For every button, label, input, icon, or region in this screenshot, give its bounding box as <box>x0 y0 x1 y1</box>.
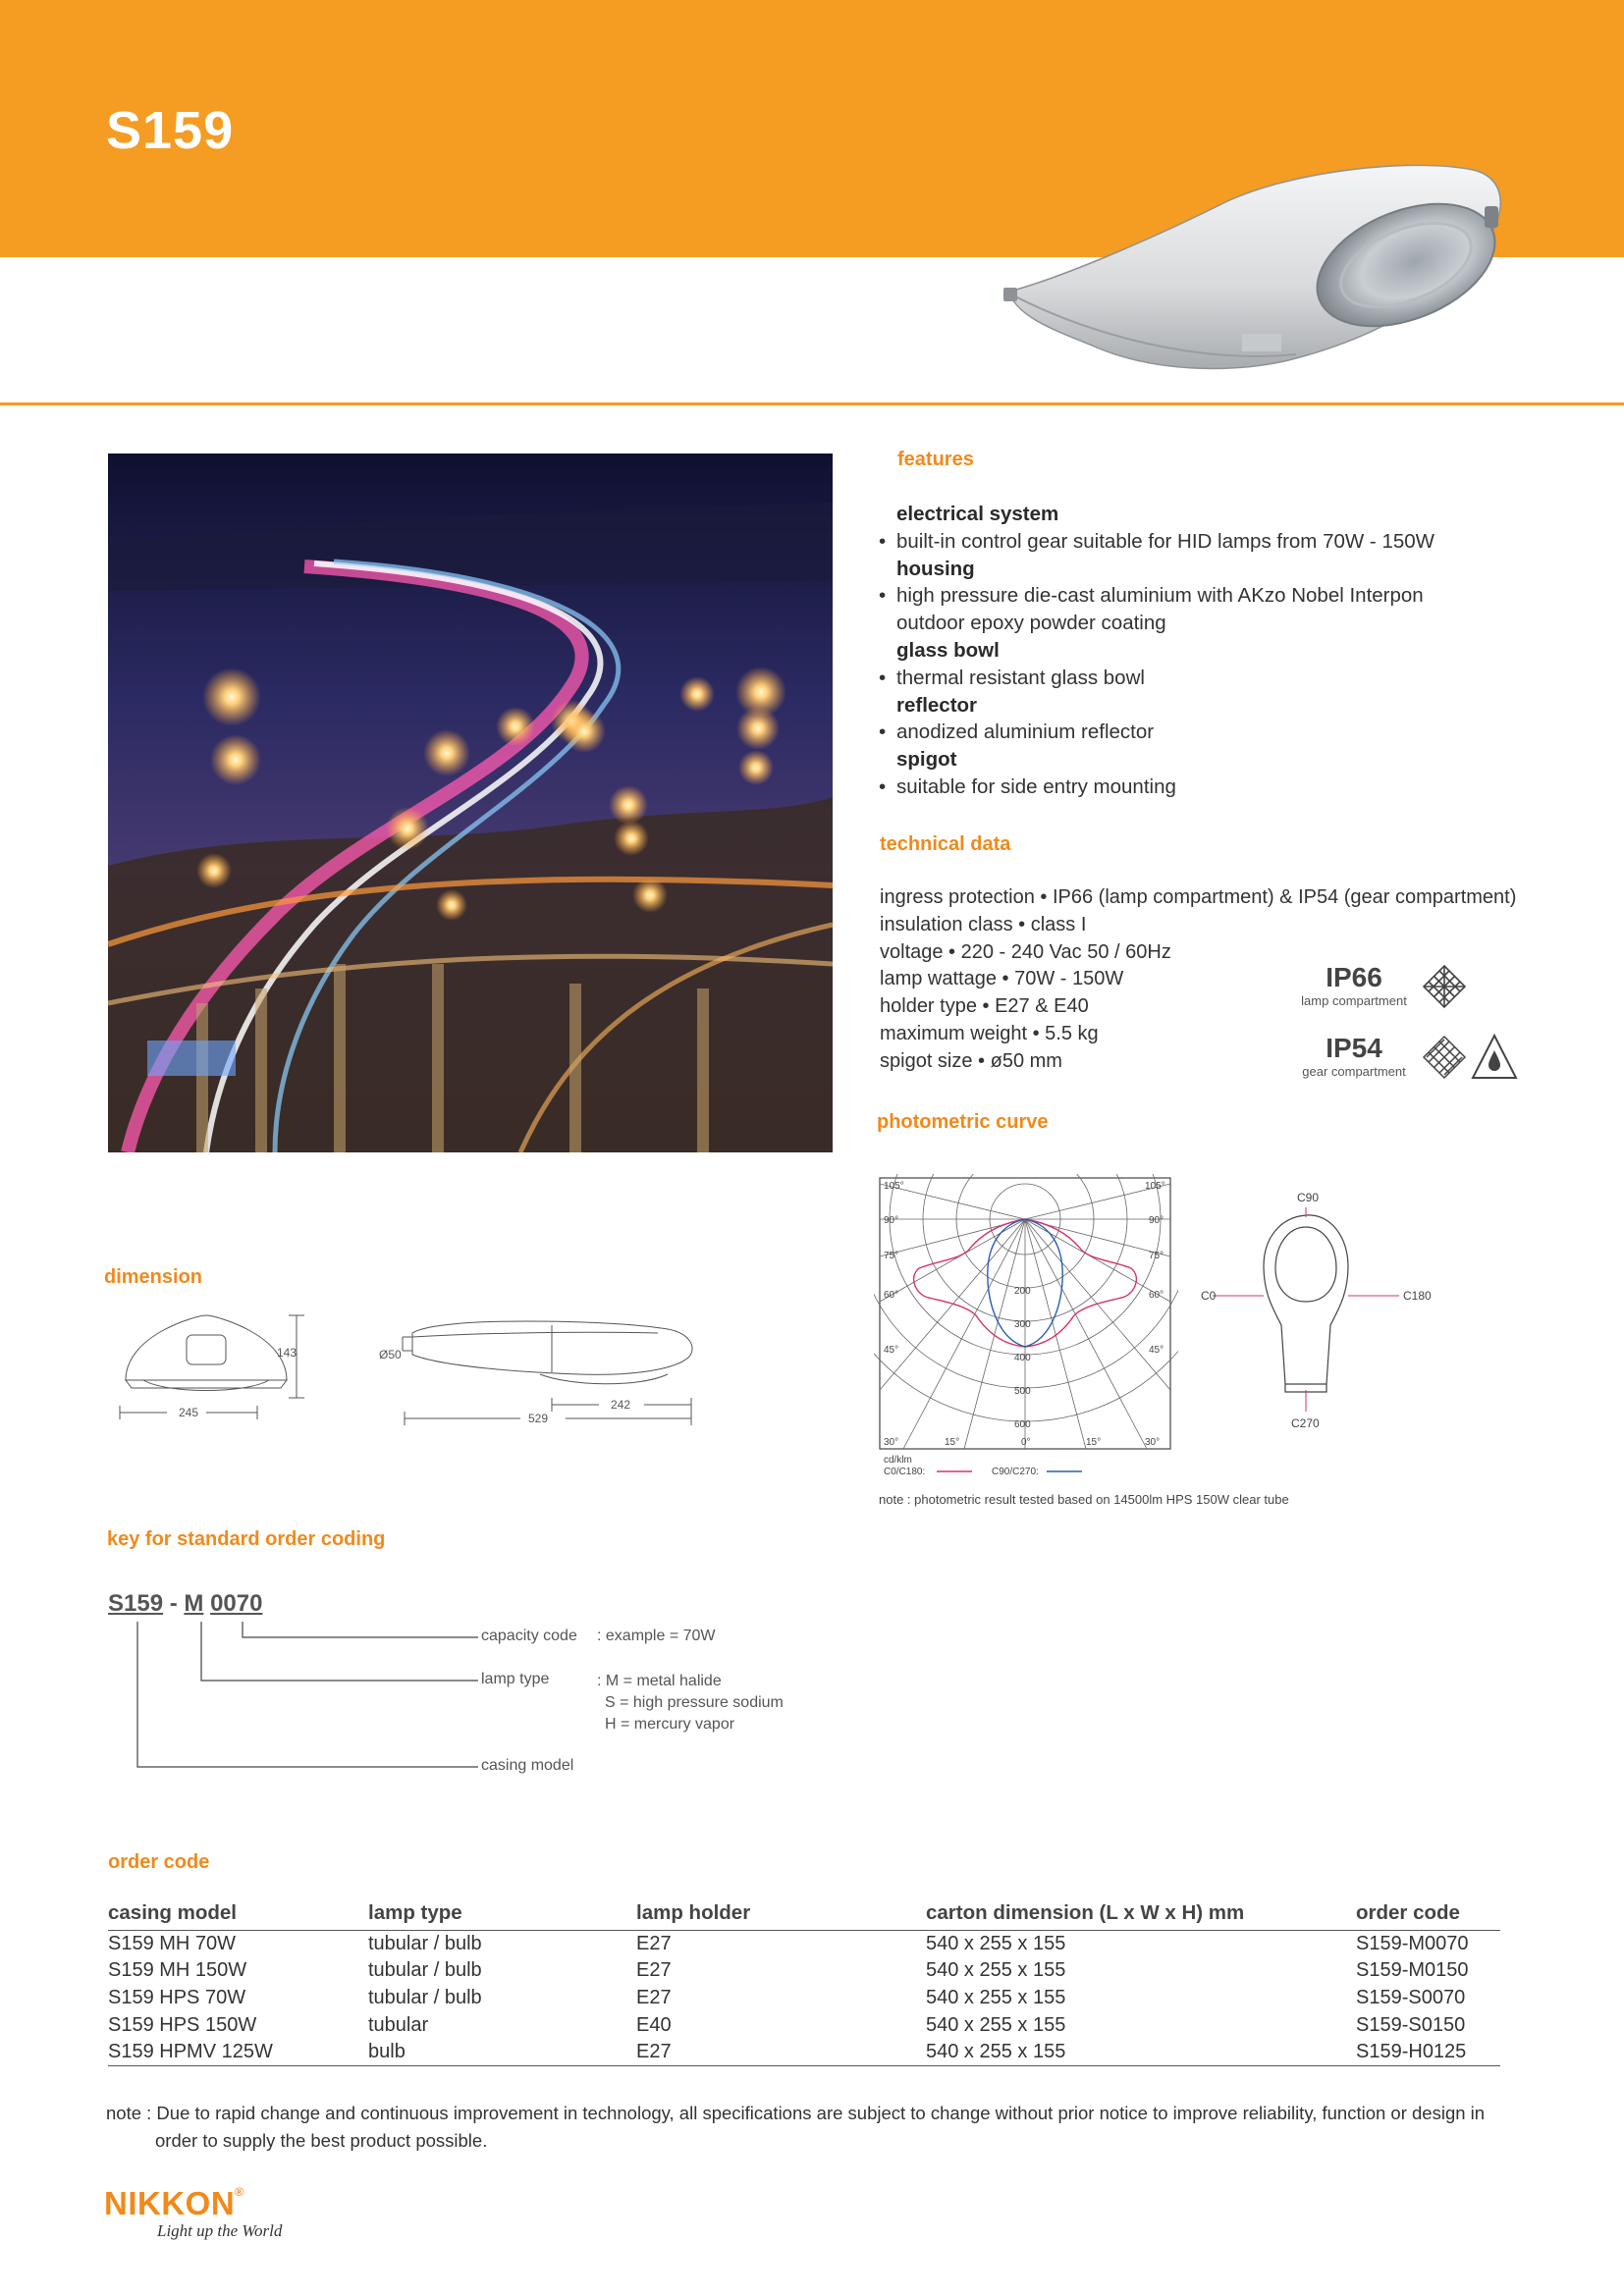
feature-item: • suitable for side entry mounting <box>877 774 1564 801</box>
dimension-drawings <box>108 1296 736 1443</box>
table-row <box>108 1930 1500 1957</box>
cell-casing-model: S159 HPS 70W <box>108 1986 246 2008</box>
col-casing-model: casing model <box>108 1900 368 1930</box>
lamp-type-label: lamp type <box>481 1671 550 1687</box>
angle-label: 0° <box>1021 1437 1031 1448</box>
brand-logo <box>104 2185 244 2222</box>
feature-item: • anodized aluminium reflector <box>877 719 1564 746</box>
lamp-type-value: : M = metal halide <box>597 1673 722 1689</box>
hero-photo-highway-night <box>108 454 833 1152</box>
photometric-polar-diagram <box>874 1174 1178 1478</box>
c-plane-diagram <box>1193 1188 1448 1433</box>
tech-line-ingress: ingress protection • IP66 (lamp compartment) & IP54 (gear compartment) <box>880 886 1517 908</box>
c180-label: C180 <box>1403 1289 1432 1303</box>
feature-title: housing <box>896 557 975 580</box>
cell-carton-dimension: 540 x 255 x 155 <box>926 2013 1066 2036</box>
c270-label: C270 <box>1291 1416 1320 1430</box>
dimension-heading: dimension <box>104 1266 203 1288</box>
model-title: S159 <box>106 101 235 160</box>
cell-casing-model: S159 HPMV 125W <box>108 2039 368 2066</box>
cell-lamp-type: bulb <box>368 2039 636 2066</box>
feature-item-continued: outdoor epoxy powder coating <box>896 612 1166 635</box>
disclaimer-note <box>106 2100 1520 2155</box>
order-key-separator: - <box>163 1590 185 1617</box>
angle-label: 15° <box>1086 1437 1102 1448</box>
table-row <box>108 1957 1500 1985</box>
photometric-heading: photometric curve <box>877 1111 1049 1133</box>
ip66-badge <box>1290 962 1418 1008</box>
ip54-code: IP54 <box>1326 1033 1382 1063</box>
ip66-label: lamp compartment <box>1301 993 1407 1008</box>
splash-proof-triangle-icon <box>1471 1033 1518 1082</box>
casing-model-label: casing model <box>481 1757 574 1774</box>
radial-label: 500 <box>1014 1386 1031 1397</box>
unit-label: cd/klm <box>884 1455 912 1466</box>
angle-label: 75° <box>1149 1251 1164 1261</box>
features-heading: features <box>897 449 974 470</box>
dust-protected-icon <box>1422 1035 1467 1080</box>
angle-label: 15° <box>945 1437 960 1448</box>
cell-lamp-holder: E27 <box>636 2039 926 2066</box>
feature-item: • built-in control gear suitable for HID lamps from 70W - 150W <box>877 528 1564 556</box>
order-key-heading: key for standard order coding <box>107 1528 386 1550</box>
order-key-connector-lines <box>133 1620 486 1777</box>
col-lamp-holder: lamp holder <box>636 1900 926 1930</box>
table-row <box>108 2011 1500 2039</box>
feature-item: • high pressure die-cast aluminium with AKzo Nobel Interpon <box>877 582 1564 610</box>
brand-tagline: Light up the World <box>157 2221 283 2240</box>
brand-name: NIKKON <box>104 2185 236 2221</box>
ip54-badge <box>1290 1033 1418 1079</box>
dim-length-bowl: 242 <box>611 1398 631 1412</box>
angle-label: 90° <box>884 1215 899 1226</box>
c90-label: C90 <box>1297 1191 1320 1204</box>
col-lamp-type: lamp type <box>368 1900 636 1930</box>
col-order-code: order code <box>1356 1900 1500 1930</box>
angle-label: 30° <box>884 1437 899 1448</box>
dim-length-total: 529 <box>528 1412 549 1425</box>
cell-order-code: S159-S0070 <box>1356 1986 1466 2008</box>
legend-c0: C0/C180: <box>884 1467 926 1477</box>
angle-label: 30° <box>1145 1437 1161 1448</box>
cell-casing-model: S159 MH 70W <box>108 1932 237 1954</box>
table-row <box>108 1985 1500 2012</box>
disclaimer-line: note : Due to rapid change and continuous improvement in technology, all specifications are subject to change without prior notice to improve reliability, function or design in <box>106 2103 1486 2123</box>
angle-label: 105° <box>884 1181 904 1192</box>
technical-data-heading: technical data <box>880 833 1011 855</box>
cell-lamp-holder: E27 <box>636 1986 672 2008</box>
cell-lamp-type: tubular / bulb <box>368 1932 482 1954</box>
cell-order-code: S159-H0125 <box>1356 2039 1500 2066</box>
ip54-label: gear compartment <box>1302 1064 1406 1079</box>
capacity-label: capacity code <box>481 1628 577 1644</box>
angle-label: 75° <box>884 1251 899 1261</box>
legend-c90: C90/C270: <box>992 1467 1039 1477</box>
angle-label: 60° <box>884 1290 899 1301</box>
dust-tight-icon <box>1422 964 1467 1009</box>
feature-title: glass bowl <box>896 638 1000 662</box>
order-code-heading: order code <box>108 1851 210 1873</box>
cell-order-code: S159-S0150 <box>1356 2013 1466 2036</box>
order-key-model: S159 <box>108 1590 164 1617</box>
cell-lamp-holder: E27 <box>636 1959 672 1982</box>
cell-carton-dimension: 540 x 255 x 155 <box>926 2039 1356 2066</box>
cell-carton-dimension: 540 x 255 x 155 <box>926 1959 1066 1982</box>
angle-label: 60° <box>1149 1290 1164 1301</box>
tech-line-spigot: spigot size • ø50 mm <box>880 1049 1062 1072</box>
header-divider <box>0 402 1624 405</box>
angle-label: 45° <box>884 1345 899 1356</box>
cell-carton-dimension: 540 x 255 x 155 <box>926 1986 1066 2008</box>
table-row <box>108 2039 1500 2066</box>
cell-lamp-holder: E27 <box>636 1932 672 1954</box>
radial-label: 400 <box>1014 1353 1031 1363</box>
order-key-capacity: 0070 <box>210 1590 263 1617</box>
angle-label: 45° <box>1149 1345 1164 1356</box>
dim-spigot: Ø50 <box>379 1348 402 1362</box>
c0-label: C0 <box>1201 1289 1217 1303</box>
feature-title: electrical system <box>896 503 1059 525</box>
angle-label: 105° <box>1145 1181 1165 1192</box>
radial-label: 600 <box>1014 1419 1031 1430</box>
table-header-row <box>108 1900 1500 1930</box>
disclaimer-line: order to supply the best product possible. <box>155 2130 488 2151</box>
tech-line-insulation: insulation class • class I <box>880 913 1087 935</box>
cell-lamp-type: tubular / bulb <box>368 1986 482 2008</box>
radial-label: 200 <box>1014 1286 1031 1297</box>
cell-casing-model: S159 MH 150W <box>108 1959 247 1982</box>
dim-height: 143 <box>277 1346 298 1360</box>
cell-lamp-holder: E40 <box>636 2013 672 2036</box>
lamp-type-values <box>597 1671 784 1735</box>
angle-label: 90° <box>1149 1215 1164 1226</box>
order-key-code <box>108 1590 262 1618</box>
cell-casing-model: S159 HPS 150W <box>108 2013 257 2036</box>
tech-line-weight: maximum weight • 5.5 kg <box>880 1022 1099 1044</box>
features-list <box>877 501 1564 801</box>
cell-order-code: S159-M0150 <box>1356 1959 1469 1982</box>
tech-line-wattage: lamp wattage • 70W - 150W <box>880 968 1124 990</box>
radial-label: 300 <box>1014 1319 1031 1330</box>
feature-title: spigot <box>896 748 957 772</box>
lamp-type-value: S = high pressure sodium <box>605 1694 784 1711</box>
cell-lamp-type: tubular / bulb <box>368 1959 482 1982</box>
tech-line-holder: holder type • E27 & E40 <box>880 995 1089 1018</box>
cell-lamp-type: tubular <box>368 2013 429 2036</box>
tech-line-voltage: voltage • 220 - 240 Vac 50 / 60Hz <box>880 940 1171 963</box>
feature-title: reflector <box>896 693 978 717</box>
cell-carton-dimension: 540 x 255 x 155 <box>926 1932 1066 1954</box>
col-carton-dimension: carton dimension (L x W x H) mm <box>926 1900 1356 1930</box>
order-key-lamp: M <box>184 1590 204 1617</box>
capacity-value: : example = 70W <box>597 1628 716 1644</box>
dim-width: 245 <box>179 1406 199 1419</box>
ip66-code: IP66 <box>1326 962 1382 992</box>
product-image <box>1001 162 1512 398</box>
registered-mark: ® <box>235 2185 244 2199</box>
feature-item: • thermal resistant glass bowl <box>877 665 1564 692</box>
lamp-type-value: H = mercury vapor <box>605 1716 735 1733</box>
order-code-table <box>108 1900 1500 2066</box>
photometric-note: note : photometric result tested based on 14500lm HPS 150W clear tube <box>879 1492 1289 1507</box>
cell-order-code: S159-M0070 <box>1356 1932 1469 1954</box>
